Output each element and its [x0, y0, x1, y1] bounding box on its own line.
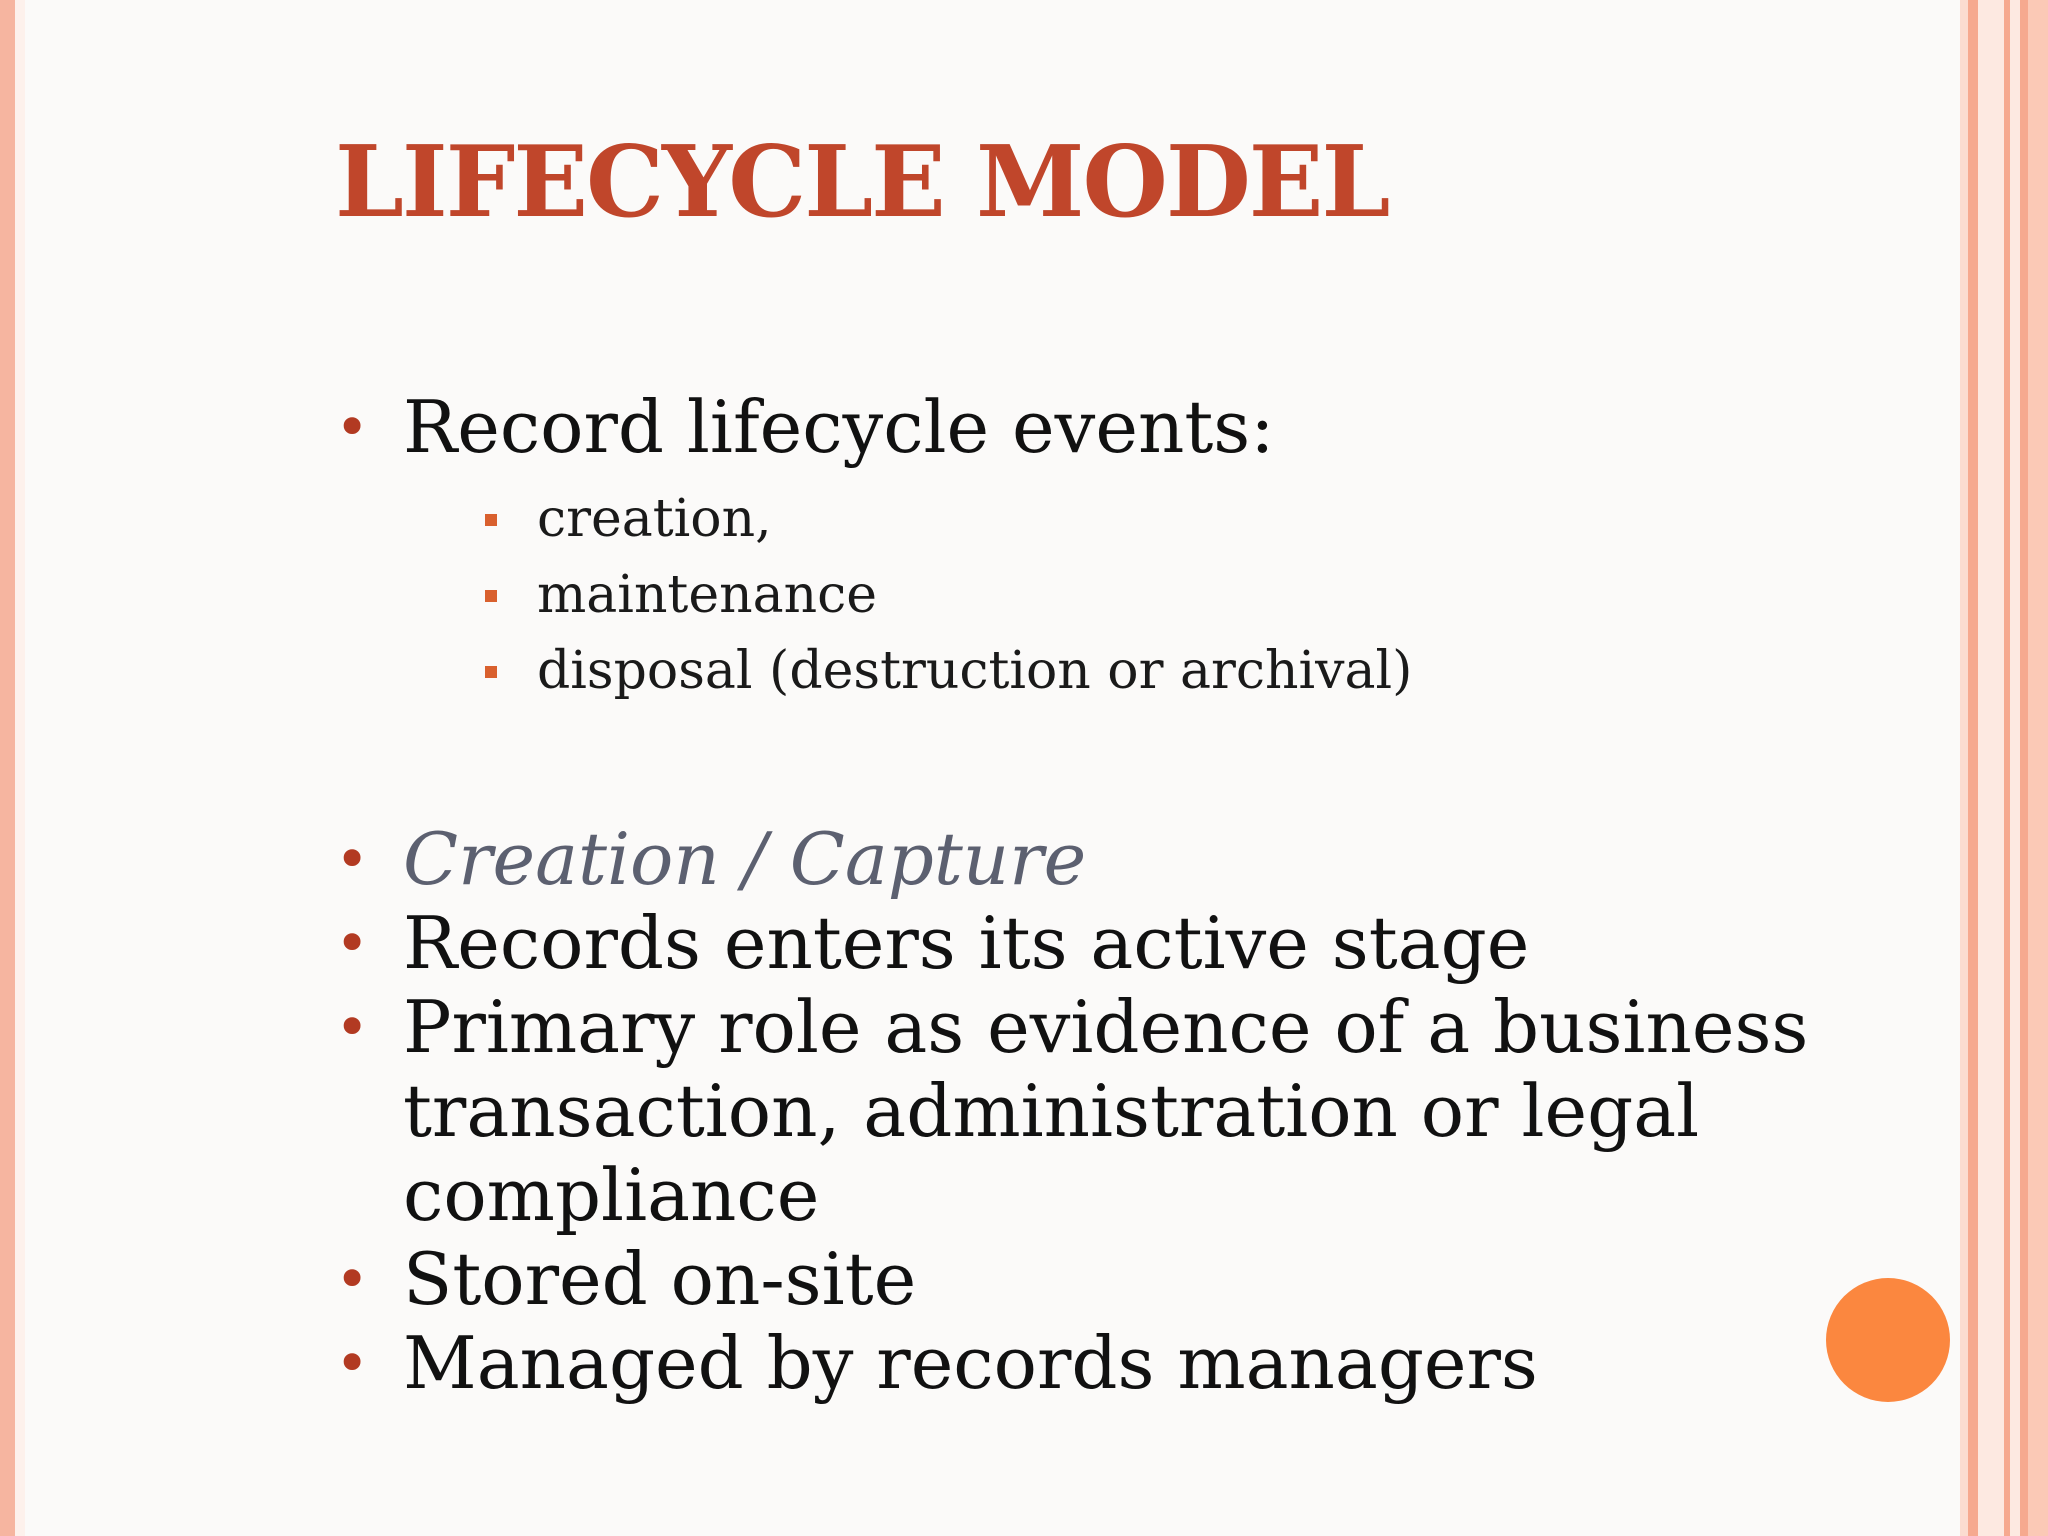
- sub-bullet-item: [485, 633, 1895, 709]
- sub-bullet-item: [485, 481, 1895, 557]
- stage-heading: Creation / Capture: [403, 817, 1087, 901]
- bullet-item: [335, 817, 1895, 901]
- bullet-item: [335, 385, 1895, 469]
- bullet-dot: •: [335, 825, 370, 893]
- bullet-item: [335, 985, 1895, 1237]
- slide-title: LIFECYCLE MODEL: [335, 125, 1389, 240]
- accent-circle-icon: [1826, 1278, 1950, 1402]
- spacer: [335, 709, 1895, 817]
- bullet-item: [335, 1321, 1895, 1405]
- bullet-dot: •: [335, 1329, 370, 1397]
- bullet-dot: •: [335, 993, 370, 1061]
- square-bullet-icon: [485, 514, 497, 526]
- sub-bullet-text: creation,: [537, 489, 772, 549]
- bullet-item: [335, 901, 1895, 985]
- bullet-dot: •: [335, 393, 370, 461]
- right-border-stripes: [1960, 0, 2048, 1536]
- bullet-dot: •: [335, 909, 370, 977]
- square-bullet-icon: [485, 666, 497, 678]
- bullet-text: Stored on-site: [403, 1237, 917, 1321]
- sub-bullet-text: disposal (destruction or archival): [537, 641, 1413, 701]
- bullet-text: Record lifecycle events:: [403, 385, 1275, 469]
- lifecycle-events-list: [485, 481, 1895, 709]
- slide-content: [335, 385, 1895, 1405]
- bullet-dot: •: [335, 1245, 370, 1313]
- left-border-inner: [15, 0, 25, 1536]
- bullet-text: Primary role as evidence of a business transaction, administration or legal compliance: [403, 985, 1809, 1237]
- left-border: [0, 0, 15, 1536]
- sub-bullet-item: [485, 557, 1895, 633]
- bullet-text: Records enters its active stage: [403, 901, 1530, 985]
- square-bullet-icon: [485, 590, 497, 602]
- bullet-item: [335, 1237, 1895, 1321]
- sub-bullet-text: maintenance: [537, 565, 877, 625]
- bullet-text: Managed by records managers: [403, 1321, 1538, 1405]
